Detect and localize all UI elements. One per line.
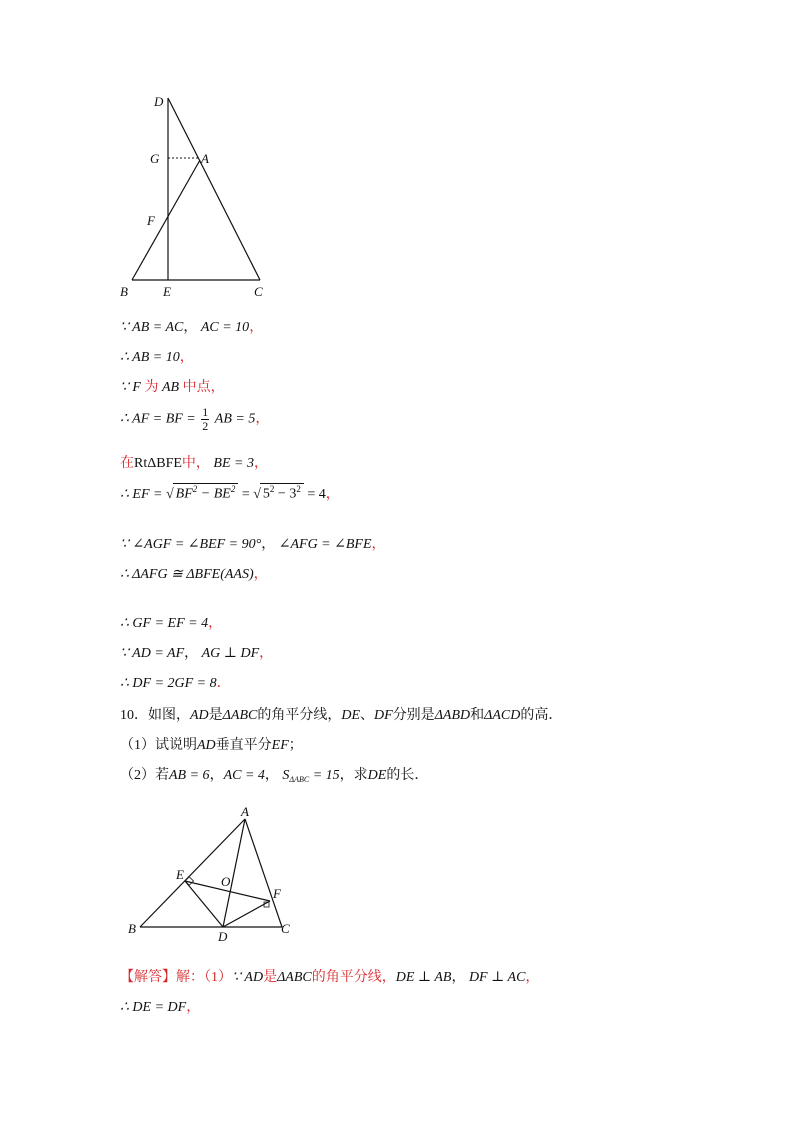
label-d: D [154, 94, 164, 109]
question-10-line-2: （1）试说明AD垂直平分EF； [120, 738, 303, 753]
question-10-line-1: 10．如图，AD是ΔABC的角平分线，DE、DF分别是ΔABD和ΔACD的高． [120, 708, 563, 723]
solution-line-1: ∵ AB = AC， AC = 10， [120, 320, 264, 335]
label-o: O [221, 874, 231, 889]
label-b: B [128, 921, 136, 936]
fraction-one-half: $\frac{1}{2}$ [202, 405, 209, 433]
label-e: E [163, 284, 171, 299]
solution-line-10: ∵ AD = AF， AG ⊥ DF， [120, 646, 274, 661]
solution-line-9: ∴ GF = EF = 4， [120, 616, 223, 631]
label-d: D [218, 929, 228, 944]
answer-line-1: 【解答】解：（1）∵ AD是ΔABC的角平分线，DE ⊥ AB， DF ⊥ AC， [120, 970, 540, 985]
label-g: G [150, 151, 160, 166]
solution-line-7: ∵ ∠AGF = ∠BEF = 90°， ∠AFG = ∠BFE， [120, 537, 386, 552]
label-f: F [273, 886, 281, 901]
answer-line-2: ∴ DE = DF， [120, 1000, 201, 1015]
solution-line-5: 在RtΔBFE中， BE = 3， [120, 456, 268, 471]
question-10-line-3: （2）若AB = 6，AC = 4， $S_{\Delta ABC} = 15$，求DE的长． [120, 768, 429, 784]
label-a: A [241, 805, 249, 819]
label-c: C [281, 921, 290, 936]
solution-line-3: ∵ F 为 AB 中点， [120, 380, 225, 395]
solution-line-2: ∴ AB = 10， [120, 350, 194, 365]
solution-line-6: ∴ EF = √ $BF^2 - BE^2$ = √ $5^2 - 3^2 = 4$， [120, 484, 340, 502]
figure-triangle-abc-2 [120, 805, 300, 945]
solution-line-8: ∴ ΔAFG ≅ ΔBFE(AAS)， [120, 567, 268, 582]
label-c: C [254, 284, 263, 299]
figure-triangle-abc-1 [110, 90, 280, 305]
label-b: B [120, 284, 128, 299]
solution-line-11: ∴ DF = 2GF = 8． [120, 676, 231, 691]
solution-line-4: ∴ AF = BF = $\frac{1}{2}$ AB = 5， [120, 405, 270, 433]
label-f: F [147, 213, 155, 228]
label-e: E [176, 867, 184, 882]
label-a: A [201, 151, 209, 166]
